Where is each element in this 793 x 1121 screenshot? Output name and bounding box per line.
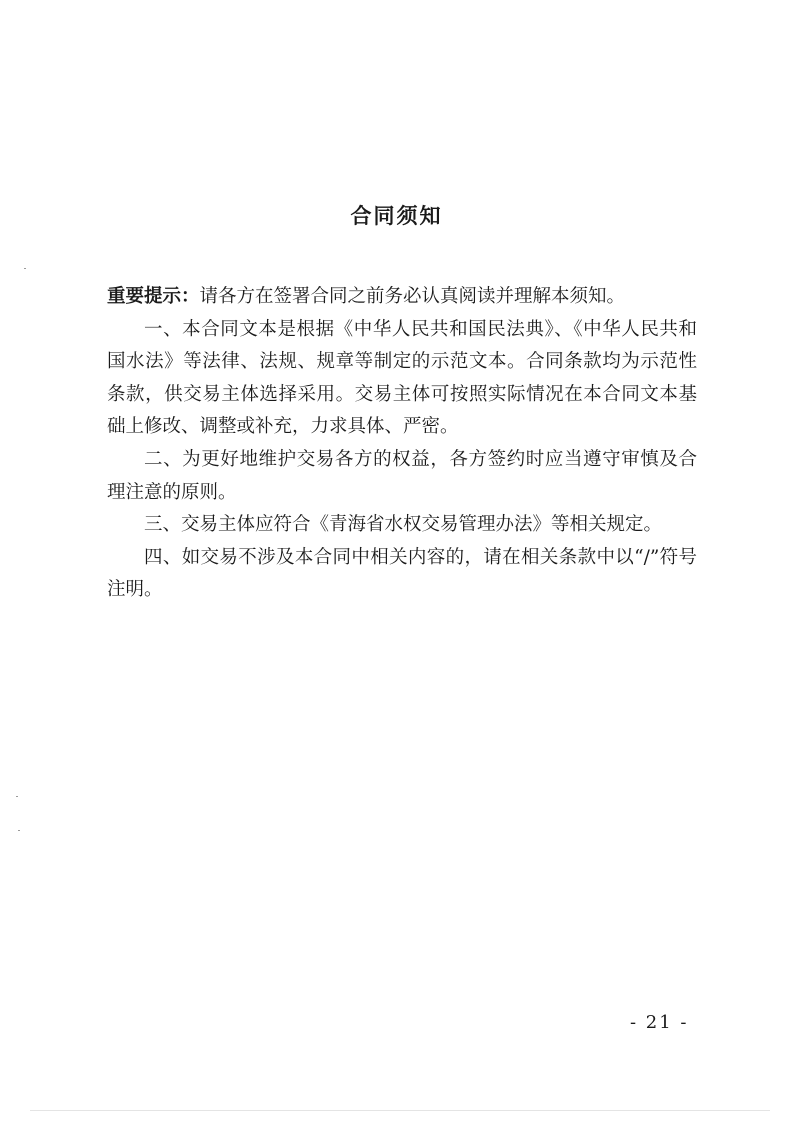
page-number: - 21 - <box>630 1012 689 1033</box>
scan-speck <box>16 796 18 797</box>
notice-item-4: 四、如交易不涉及本合同中相关内容的，请在相关条款中以“/”符号注明。 <box>107 546 697 601</box>
notice-item-1: 一、本合同文本是根据《中华人民共和国民法典》、《中华人民共和国水法》等法律、法规、规章等制定的示范文本。合同条款均为示范性条款，供交易主体选择采用。交易主体可按照实际情况在本合同文本基础上修改、调整或补充，力求具体、严密。 <box>107 318 697 438</box>
notice-item-3: 三、交易主体应符合《青海省水权交易管理办法》等相关规定。 <box>144 514 663 536</box>
important-notice-label: 重要提示： <box>107 286 200 307</box>
scan-speck <box>18 830 20 831</box>
important-notice-text: 请各方在签署合同之前务必认真阅读并理解本须知。 <box>199 286 626 307</box>
scan-speck <box>24 268 26 269</box>
document-title: 合同须知 <box>350 204 443 228</box>
notice-item-2: 二、为更好地维护交易各方的权益，各方签约时应当遵守审慎及合理注意的原则。 <box>107 448 697 503</box>
scan-edge-line <box>30 1110 770 1111</box>
document-body <box>107 281 697 607</box>
important-notice <box>107 281 697 314</box>
